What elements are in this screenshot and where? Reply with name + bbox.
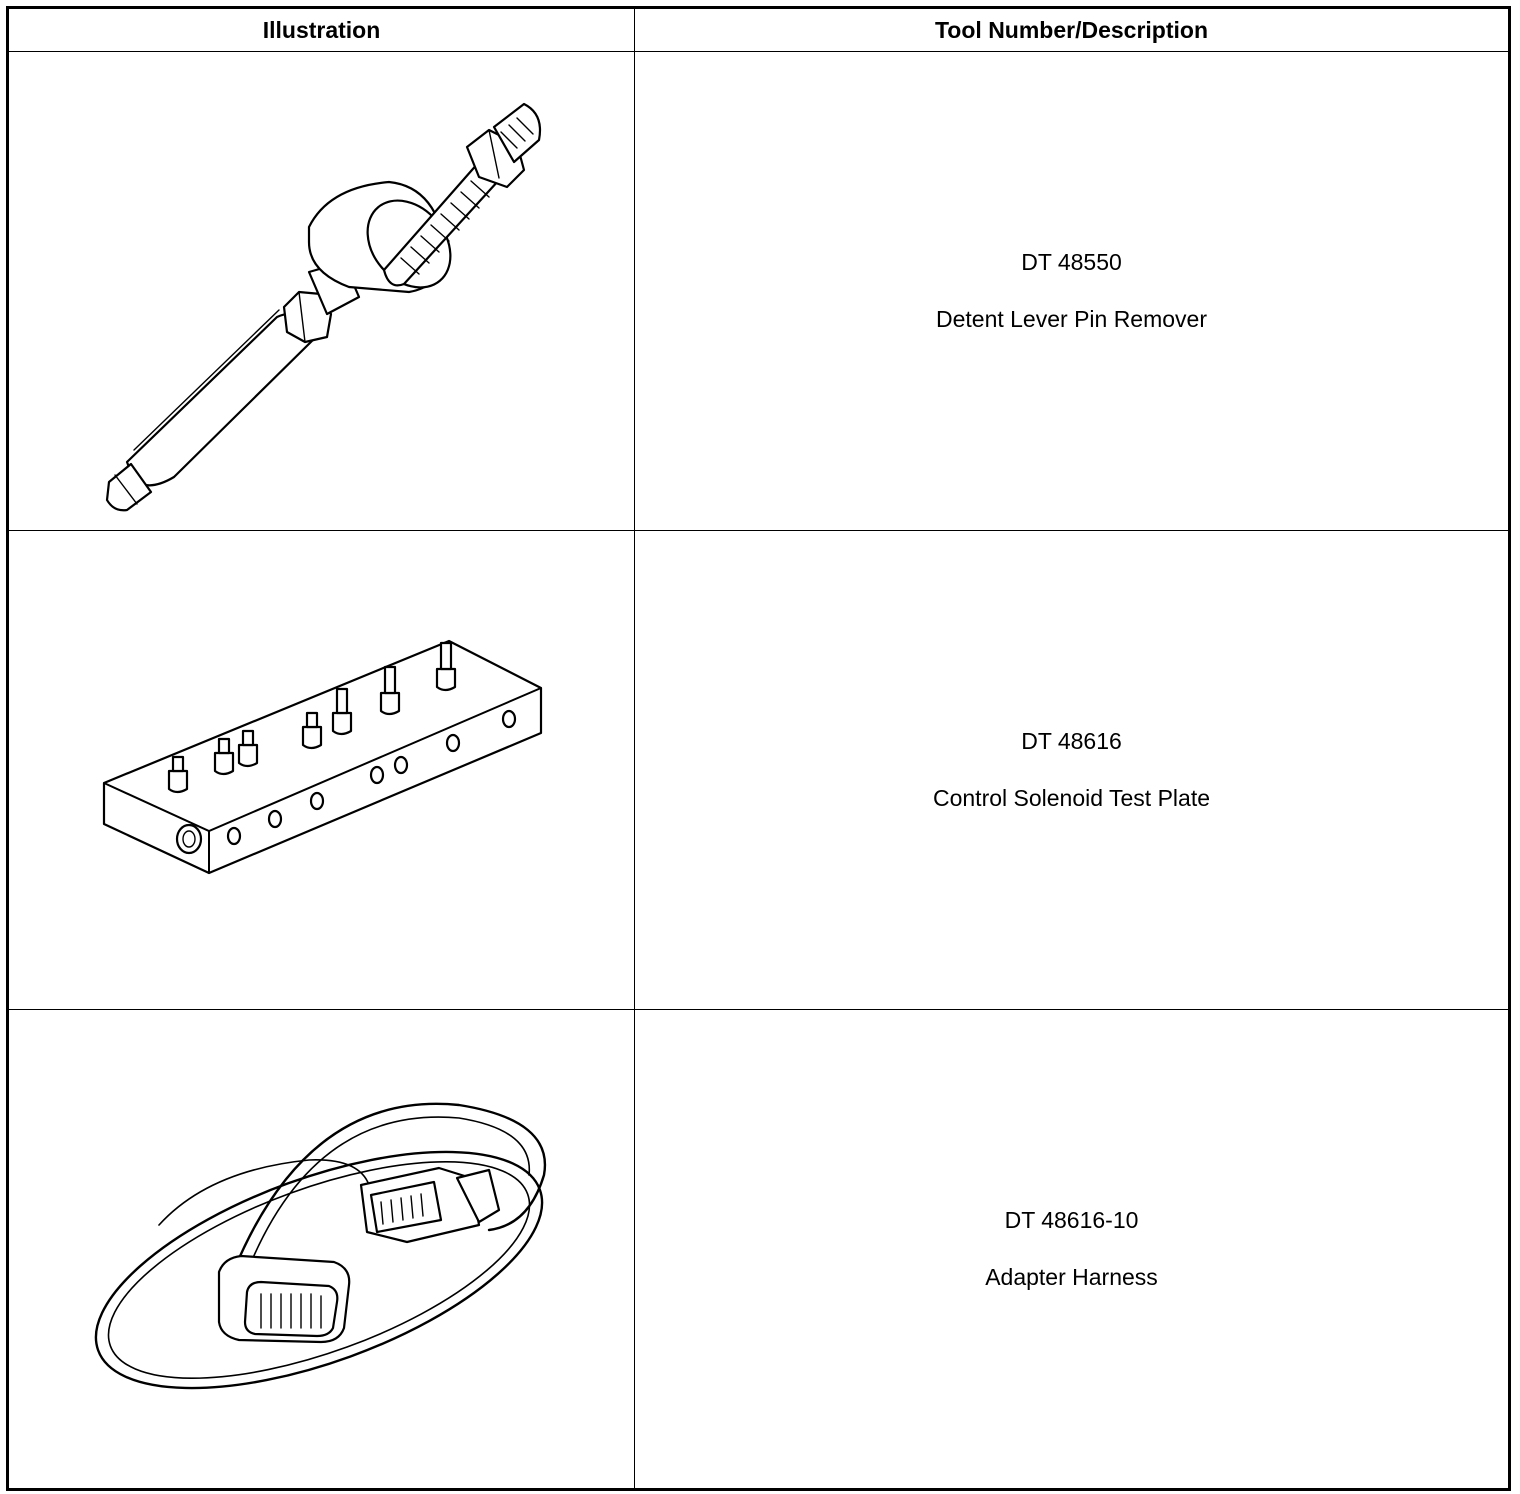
tool-description: Adapter Harness bbox=[985, 1264, 1158, 1290]
tool-number: DT 48616-10 bbox=[1004, 1207, 1139, 1233]
tool-description: Control Solenoid Test Plate bbox=[932, 785, 1211, 811]
description-cell bbox=[635, 531, 1510, 1010]
illustration-cell bbox=[8, 1010, 635, 1490]
tool-number: DT 48616 bbox=[1021, 728, 1122, 754]
header-illustration: Illustration bbox=[8, 8, 635, 52]
detent-lever-pin-remover-icon bbox=[9, 52, 635, 530]
header-row bbox=[8, 8, 1510, 52]
table-row bbox=[8, 1010, 1510, 1490]
table-row bbox=[8, 531, 1510, 1010]
tool-number: DT 48550 bbox=[1021, 249, 1122, 275]
illustration-cell bbox=[8, 52, 635, 531]
special-tools-table bbox=[6, 6, 1511, 1491]
header-tool-number-description: Tool Number/Description bbox=[635, 8, 1510, 52]
table-row bbox=[8, 52, 1510, 531]
adapter-harness-icon bbox=[9, 1010, 635, 1488]
illustration-cell bbox=[8, 531, 635, 1010]
description-cell bbox=[635, 52, 1510, 531]
control-solenoid-test-plate-icon bbox=[9, 531, 635, 1009]
description-cell bbox=[635, 1010, 1510, 1490]
tool-description: Detent Lever Pin Remover bbox=[935, 306, 1207, 332]
